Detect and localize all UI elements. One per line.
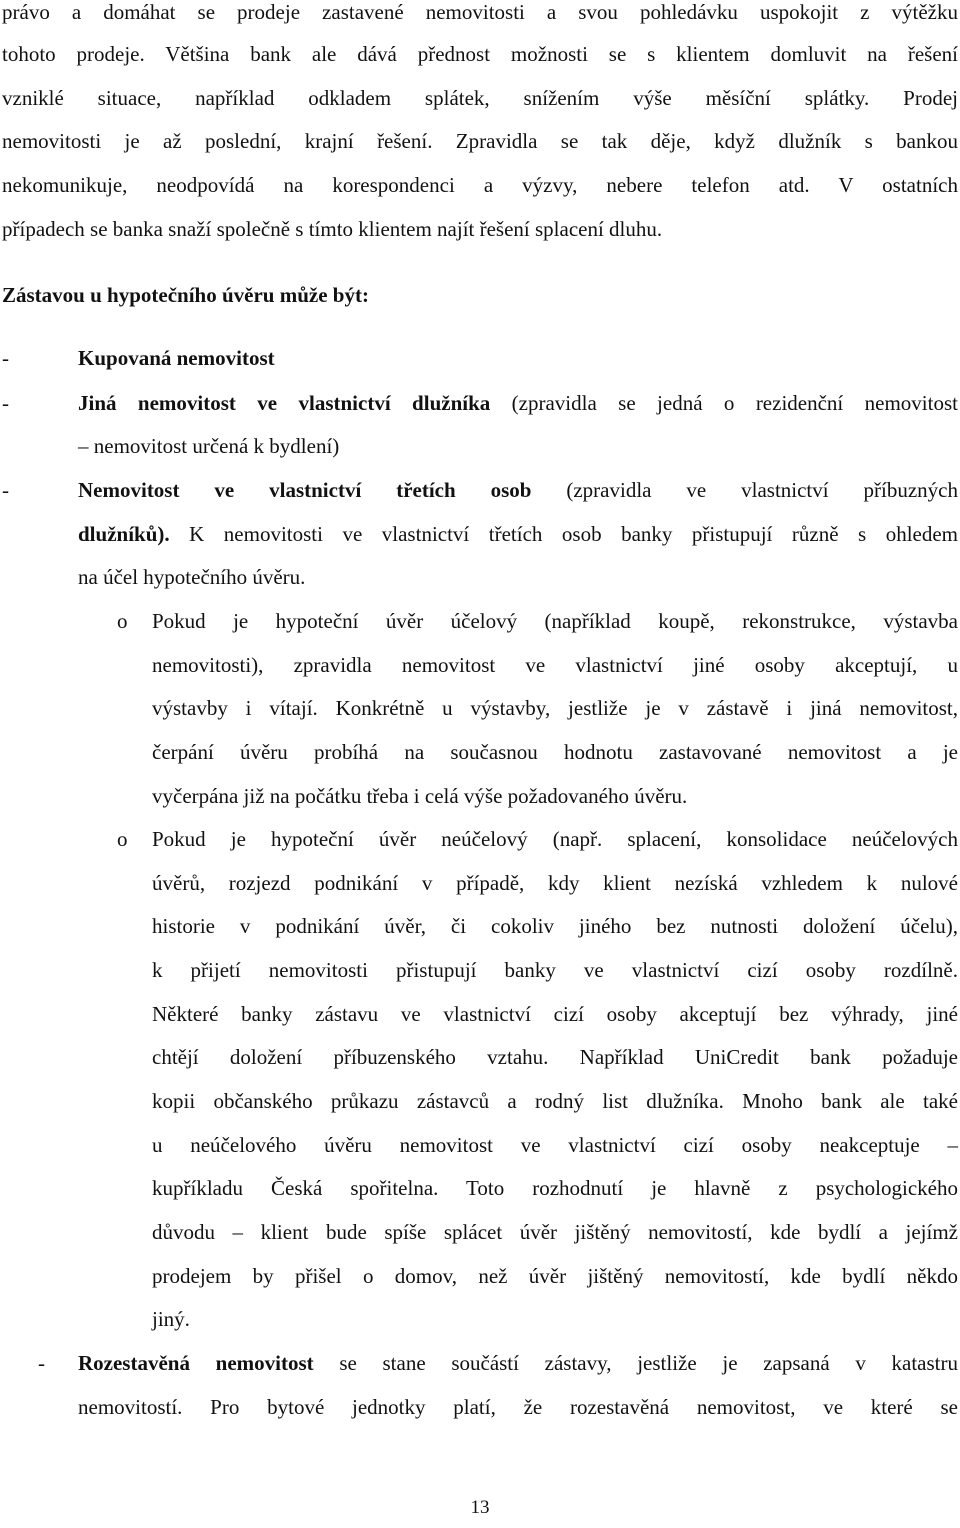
list-item-line: na účel hypotečního úvěru. xyxy=(78,565,306,589)
subitem-line: Pokud je hypoteční úvěr neúčelový (např. splacení, konsolidace neúčelových xyxy=(152,827,958,851)
subitem-line: nemovitosti), zpravidla nemovitost ve vlastnictví jiné osoby akceptují, u xyxy=(152,653,958,677)
page-number: 13 xyxy=(470,1497,490,1518)
section-heading: Zástavou u hypotečního úvěru může být: xyxy=(2,283,369,307)
intro-line: tohoto prodeje. Většina bank ale dává přednost možnosti se s klientem domluvit na řešení xyxy=(2,42,958,66)
dash-marker: - xyxy=(2,346,9,370)
intro-line: případech se banka snaží společně s tímto klientem najít řešení splacení dluhu. xyxy=(2,217,663,241)
subitem-line: vyčerpána již na počátku třeba i celá výše požadovaného úvěru. xyxy=(152,784,688,808)
list-item-line xyxy=(78,514,958,554)
list-item-line: – nemovitost určená k bydlení) xyxy=(78,434,340,458)
intro-line: nekomunikuje, neodpovídá na korespondenci a výzvy, nebere telefon atd. V ostatních xyxy=(2,173,958,197)
list-item-bold: Nemovitost ve vlastnictví třetích osob xyxy=(78,478,532,502)
list-item-bold: Kupovaná nemovitost xyxy=(78,346,275,370)
list-item-text: se stane součástí zástavy, jestliže je zapsaná v katastru xyxy=(313,1351,958,1375)
dash-marker: - xyxy=(2,478,9,502)
subitem-line: u neúčelového úvěru nemovitost ve vlastnictví cizí osoby neakceptuje – xyxy=(152,1133,958,1157)
subitem-line: Některé banky zástavu ve vlastnictví cizí osoby akceptují bez výhrady, jiné xyxy=(152,1002,958,1026)
subitem-line: kupříkladu Česká spořitelna. Toto rozhodnutí je hlavně z psychologického xyxy=(152,1176,958,1200)
subitem-line: důvodu – klient bude spíše splácet úvěr jištěný nemovitostí, kde bydlí a jejímž xyxy=(152,1220,958,1244)
dash-marker: - xyxy=(2,391,9,415)
list-item-text: K nemovitosti ve vlastnictví třetích osob banky přistupují různě s ohledem xyxy=(169,522,958,546)
intro-line: právo a domáhat se prodeje zastavené nemovitosti a svou pohledávku uspokojit z výtěžku xyxy=(2,0,958,24)
subitem-line: výstavby i vítají. Konkrétně u výstavby, jestliže je v zástavě i jiná nemovitost, xyxy=(152,696,958,720)
list-item-text: (zpravidla se jedná o rezidenční nemovitost xyxy=(490,391,958,415)
subitem-line: kopii občanského průkazu zástavců a rodný list dlužníka. Mnoho bank ale také xyxy=(152,1089,958,1113)
list-item-kupovana xyxy=(78,338,958,378)
subitem-line: jiný. xyxy=(152,1307,190,1331)
list-item-tretich xyxy=(78,470,958,510)
subitem-line: čerpání úvěru probíhá na současnou hodnotu zastavované nemovitost a je xyxy=(152,740,958,764)
list-item-bold: dlužníků). xyxy=(78,522,170,546)
list-item-text: (zpravidla ve vlastnictví příbuzných xyxy=(531,478,958,502)
bullet-marker: o xyxy=(117,827,128,851)
subitem-line: k přijetí nemovitosti přistupují banky ve vlastnictví cizí osoby rozdílně. xyxy=(152,958,958,982)
list-item-bold: Jiná nemovitost ve vlastnictví dlužníka xyxy=(78,391,491,415)
subitem-line: historie v podnikání úvěr, či cokoliv jiného bez nutnosti doložení účelu), xyxy=(152,914,958,938)
list-item-jina xyxy=(78,383,958,423)
subitem-line: úvěrů, rozjezd podnikání v případě, kdy klient nezíská vzhledem k nulové xyxy=(152,871,958,895)
list-item-rozestavena xyxy=(78,1343,958,1383)
dash-marker: - xyxy=(38,1351,45,1375)
list-item-line: nemovitostí. Pro bytové jednotky platí, že rozestavěná nemovitost, ve které se xyxy=(78,1395,958,1419)
intro-line: vzniklé situace, například odkladem splátek, snížením výše měsíční splátky. Prodej xyxy=(2,86,958,110)
intro-line: nemovitosti je až poslední, krajní řešení. Zpravidla se tak děje, když dlužník s bankou xyxy=(2,129,958,153)
subitem-line: chtějí doložení příbuzenského vztahu. Například UniCredit bank požaduje xyxy=(152,1045,958,1069)
subitem-line: Pokud je hypoteční úvěr účelový (například koupě, rekonstrukce, výstavba xyxy=(152,609,958,633)
list-item-bold: Rozestavěná nemovitost xyxy=(78,1351,314,1375)
subitem-line: prodejem by přišel o domov, než úvěr jištěný nemovitostí, kde bydlí někdo xyxy=(152,1264,958,1288)
bullet-marker: o xyxy=(117,609,128,633)
